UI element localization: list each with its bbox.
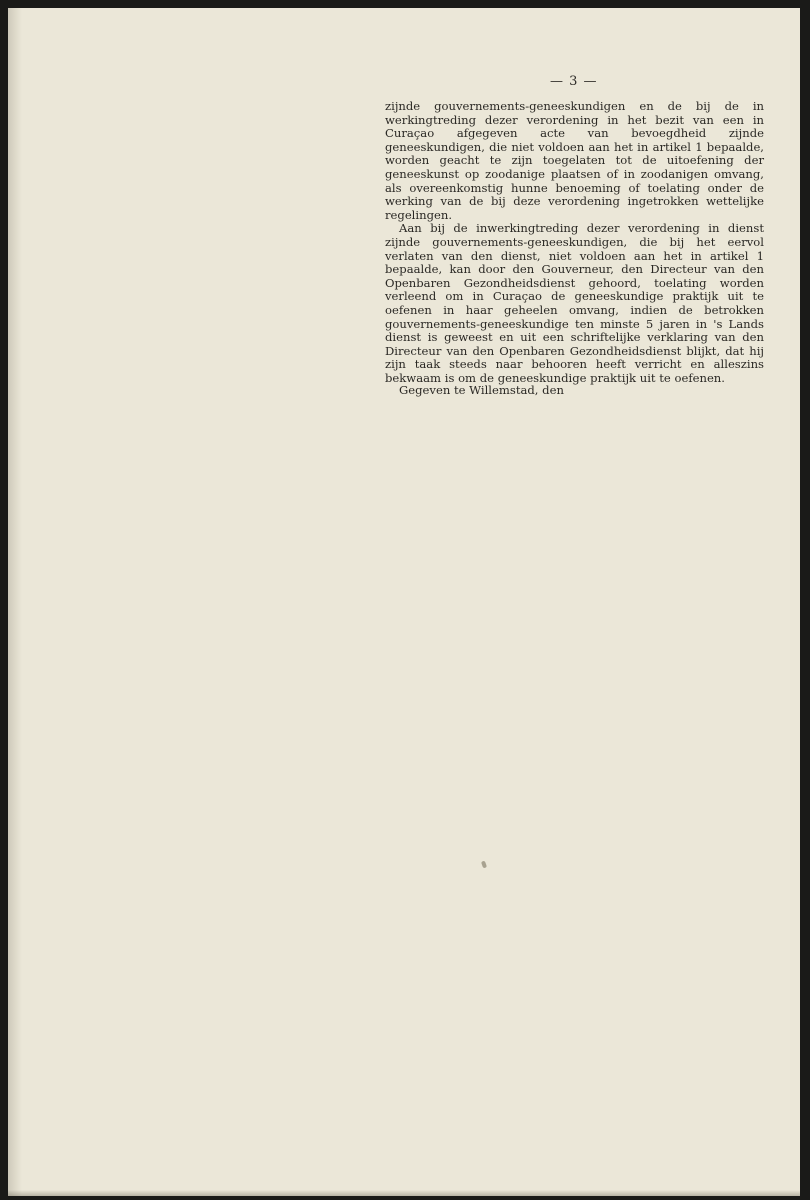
body-text xyxy=(385,100,764,385)
paragraph-1: zijnde gouvernements-geneeskundigen en de bij de in werkingtreding dezer verordening in het bezit van een in Curaçao afgegeven acte van bevoegdheid zijnde geneeskundigen, die niet voldoen aan het in artikel 1 bepaalde, worden geacht te zijn toegelaten tot de uitoefening der geneeskunst op zoodanige plaatsen of in zoodanigen omvang, als overeenkomstig hunne benoeming of toelating onder de werking van de bij deze verordening ingetrokken wettelijke regelingen. xyxy=(385,99,764,222)
paragraph-2: Aan bij de inwerkingtreding dezer verordening in dienst zijnde gouvernements-geneeskundigen, die bij het eervol verlaten van den dienst, niet voldoen aan het in artikel 1 bepaalde, kan door den Gouverneur, den Directeur van den Openbaren Gezondheidsdienst gehoord, toelating worden verleend om in Curaçao de geneeskundige praktijk uit te oefenen in haar geheelen omvang, indien de betrokken gouvernements-geneeskundige ten minste 5 jaren in 's Lands dienst is geweest en uit een schriftelijke verklaring van den Directeur van den Openbaren Gezondheidsdienst blijkt, dat hij zijn taak steeds naar behooren heeft verricht en alleszins bekwaam is om de geneeskundige praktijk uit te oefenen. xyxy=(385,221,764,385)
signoff-line: Gegeven te Willemstad, den xyxy=(399,383,564,397)
page-bottom-shadow xyxy=(8,1190,800,1196)
page-number: — 3 — xyxy=(550,74,598,89)
document-page xyxy=(8,8,800,1196)
paper-speck xyxy=(481,861,487,869)
page-edge-shadow xyxy=(8,8,22,1196)
